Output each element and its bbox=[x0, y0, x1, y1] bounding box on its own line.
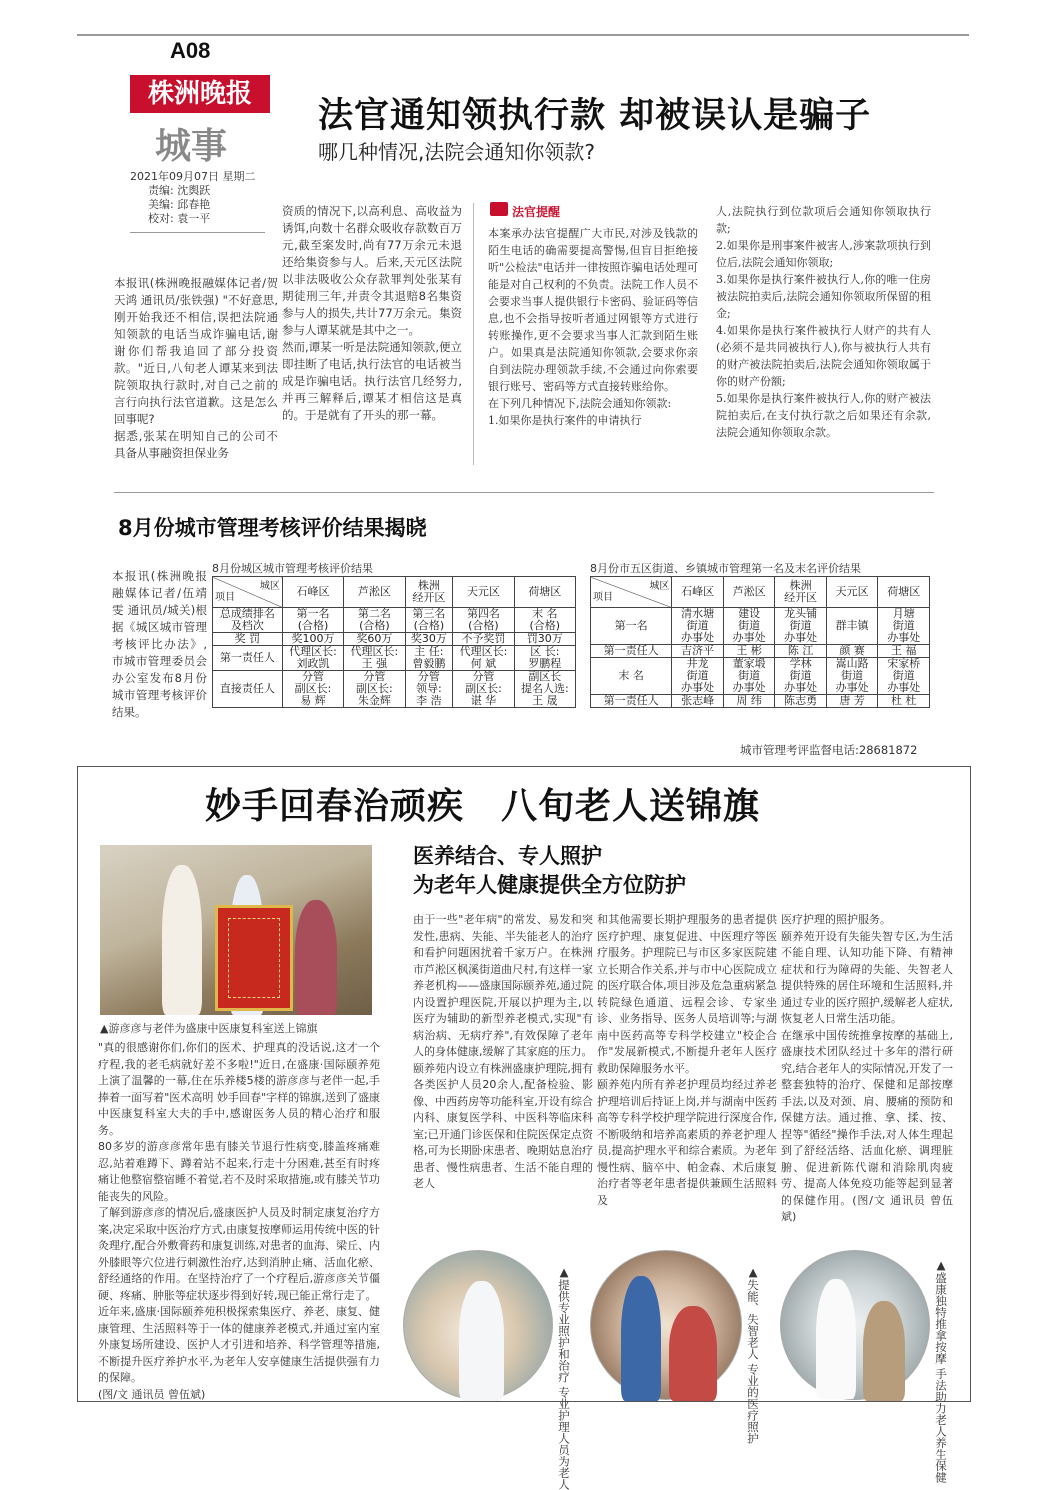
table1-header-cell: 株洲 经开区 bbox=[405, 577, 453, 608]
tip-label: 法官提醒 bbox=[512, 205, 561, 219]
table2-cell: 宋家桥 街道 办事处 bbox=[878, 658, 930, 695]
proofreader-line: 校对: 袁一平 bbox=[148, 212, 211, 225]
table2-header-cell: 石峰区 bbox=[672, 577, 724, 608]
table2-cell: 陈 江 bbox=[775, 645, 827, 658]
table1 bbox=[212, 576, 576, 708]
story2-headline: 8月份城市管理考核评价结果揭晓 bbox=[118, 516, 427, 540]
table1-cell: 罚30万 bbox=[514, 633, 575, 646]
table-row bbox=[591, 608, 930, 645]
table1-cell: 不予奖罚 bbox=[453, 633, 514, 646]
table1-header-cell: 石峰区 bbox=[282, 577, 343, 608]
table2 bbox=[590, 576, 930, 708]
caregiver-figure bbox=[621, 1276, 661, 1401]
designer-line: 美编: 邱春艳 bbox=[148, 198, 211, 211]
table1-corner-cell bbox=[213, 577, 283, 608]
table2-cell: 吉济平 bbox=[672, 645, 724, 658]
table2-header-cell: 株洲 经开区 bbox=[775, 577, 827, 608]
tip-column-2-text: 人,法院执行到位款项后会通知你领取执行款; 2.如果你是刑事案件被害人,涉案款项执行到位后,法院会通知你领取; 3.如果你是执行案件被执行人,你的唯一住房被法院拍卖后,法院会通知你领取所保留的租金; 4.如果你是执行案件被执行人财产的共有人(必须不是共同被执行人),你与被执行人共有的财产被法院拍卖后,法院会通知你领取属于你的财产份额; 5.如果你是执行案件被执行人,你的财产被法院拍卖后,在支付执行款之后如果还有余款,法院会通知你领取余款。 bbox=[716, 205, 931, 439]
table1-cell: 副区长 提名人选: 王 晟 bbox=[514, 671, 575, 708]
table2-corner-bottom: 项目 bbox=[593, 592, 613, 603]
story3-column-c-text: 医疗护理的照护服务。 颐养苑开设有失能失智专区,为生活不能自理、认知功能下降、有精神症状和行为障碍的失能、失智老人提供特殊的居住环境和生活照料,并通过专业的医疗照护,缓解老人症状,恢复老人日常生活功能。 在继承中国传统推拿按摩的基础上,盛康技术团队经过十多年的潜行研究,结合老年人的实际情况,开发了一整套独特的治疗、保健和足部按摩手法,以及对颈、肩、腰痛的预防和保健方法。通过推、拿、揉、按、捏等"循经"操作手法,对人体生理起到了舒经活络、活血化瘀、调理脏腑、促进新陈代谢和消除肌肉疲劳、提高人体免疫功能等起到显著的保健作用。(图/文 通讯员 曾伍斌) bbox=[781, 913, 953, 1223]
table2-cell: 井龙 街道 办事处 bbox=[672, 658, 724, 695]
tip-column-1 bbox=[488, 225, 698, 470]
table1-cell: 奖60万 bbox=[344, 633, 405, 646]
table2-header-cell: 芦淞区 bbox=[723, 577, 775, 608]
story2-body-text: 本报讯(株洲晚报融媒体记者/伍靖雯 通讯员/城关)根据《城区城市管理考核评比办法》,市城市管理委员会办公室发布8月份城市管理考核评价结果。 bbox=[112, 569, 207, 719]
table2-header-cell: 荷塘区 bbox=[878, 577, 930, 608]
banner-presentation-photo bbox=[100, 845, 372, 1015]
story1-headline: 法官通知领执行款 却被误认是骗子 bbox=[318, 96, 872, 136]
therapist-figure bbox=[816, 1279, 856, 1399]
photo-caption: ▲游彦彦与老伴为盛康中医康复科室送上锦旗 bbox=[100, 1022, 318, 1035]
page-meta bbox=[130, 170, 256, 226]
table2-row-label: 末 名 bbox=[591, 658, 672, 695]
story1-column-1-text: 本报讯(株洲晚报融媒体记者/贺天鸿 通讯员/张铁强) "不好意思,刚开始我还不相信,误把法院通知领款的电话当成诈骗电话,谢谢你们帮我追回了部分投资款。"近日,八旬老人谭某来到法院领取执行款时,对自己之前的言行向执行法官道歉。这是怎么回事呢? 据悉,张某在明知自己的公司不具备从事融资担保业务 bbox=[114, 276, 278, 460]
table1-header-row bbox=[213, 577, 576, 608]
table1-cell: 第四名 (合格) bbox=[453, 608, 514, 633]
tip-column-1-text: 本案承办法官提醒广大市民,对涉及钱款的陌生电话的确需要提高警惕,但盲目拒绝接听"公检法"电话并一律按照诈骗电话处理可能是对自己权利的不负责。法院工作人员不会要求当事人提供银行卡密码、验证码等信息,也不会指导按听者通过网银等方式进行转账操作,更不会要求当事人汇款到陌生账户。如果真是法院通知你领款,会要求你亲自到法院办理领款手续,不会通过向你索要银行账号、密码等方式直接转账给你。 在下列几种情况下,法院会通知你领款: 1.如果你是执行案件的申请执行 bbox=[488, 227, 698, 427]
table1-cell: 第一名 (合格) bbox=[282, 608, 343, 633]
table1-cell: 分管 副区长: 易 辉 bbox=[282, 671, 343, 708]
table1-corner-bottom: 项目 bbox=[215, 592, 235, 603]
story3-subheadline-line1: 医养结合、专人照护 bbox=[413, 844, 602, 868]
story1-column-2-text: 资质的情况下,以高利息、高收益为诱饵,向数十名群众吸收存款数百万元,截至案发时,尚有77万余元未退还给集资参与人。后来,天元区法院以非法吸收公众存款罪判处张某有期徒刑三年,并责令其退赔8名集资参与人的损失,共计77万余元。集资参与人谭某就是其中之一。 然而,谭某一听是法院通知领款,便立即挂断了电话,执行法官的电话被当成是诈骗电话。执行法官几经努力,并再三解释后,谭某才相信这是真的。于是就有了开头的那一幕。 bbox=[282, 204, 462, 422]
table2-corner-top: 城区 bbox=[649, 581, 670, 592]
table2-cell: 月塘 街道 办事处 bbox=[878, 608, 930, 645]
date-line: 2021年09月07日 星期二 bbox=[130, 170, 256, 183]
table1-cell: 区 长: 罗鹏程 bbox=[514, 646, 575, 671]
tip-column-2 bbox=[716, 203, 931, 468]
table1-header-cell: 芦淞区 bbox=[344, 577, 405, 608]
table2-cell: 群丰镇 bbox=[826, 608, 878, 645]
table2-cell: 学林 街道 办事处 bbox=[775, 658, 827, 695]
table-row bbox=[591, 645, 930, 658]
editor-line: 责编: 沈舆跃 bbox=[148, 184, 211, 197]
table2-cell: 龙头铺 街道 办事处 bbox=[775, 608, 827, 645]
top-rule bbox=[77, 34, 969, 36]
story1-column-1 bbox=[114, 275, 278, 475]
section-title: 城事 bbox=[155, 125, 228, 167]
story3-column-a-text: 由于一些"老年病"的常发、易发和突发性,患病、失能、半失能老人的治疗和看护问题困扰着千家万户。在株洲市芦淞区枫溪街道曲尺村,有这样一家养老机构——盛康国际颐养苑,通过院内设置护理医院,开展以护理为主,以医疗为辅助的新型养老模式,实现"有病治病、无病疗养",有效保障了老年人的身体健康,缓解了其家庭的压力。 颐养苑内设立有株洲盛康护理院,拥有各类医护人员20余人,配备检验、影像、中西药房等功能科室,开设有综合内科、康复医学科、中医科等临床科室;已开通门诊医保和住院医保定点资格,可为长期卧床患者、晚期姑息治疗患者、慢性病患者、生活不能自理的老人 bbox=[413, 913, 593, 1190]
story3-headline: 妙手回春治顽疾 八旬老人送锦旗 bbox=[205, 786, 761, 827]
elderly-resident-figure bbox=[669, 1306, 717, 1401]
table2-cell: 唐 芳 bbox=[826, 695, 878, 708]
table2-header-cell: 天元区 bbox=[826, 577, 878, 608]
table-row bbox=[591, 658, 930, 695]
table2-cell: 杜 杜 bbox=[878, 695, 930, 708]
table2-cell: 颜 赛 bbox=[826, 645, 878, 658]
story-divider bbox=[114, 492, 934, 493]
circle-caption-1: ▲提供专业照护和治疗 专业护理人员为老人 bbox=[557, 1265, 571, 1490]
table2-caption: 8月份市五区街道、乡镇城市管理第一名及末名评价结果 bbox=[590, 562, 861, 575]
table1-row-label: 奖 罚 bbox=[213, 633, 283, 646]
pen-icon bbox=[490, 202, 508, 216]
meta-rule bbox=[130, 232, 265, 233]
table1-cell: 第二名 (合格) bbox=[344, 608, 405, 633]
table1-cell: 主 任: 曾毅鹏 bbox=[405, 646, 453, 671]
story3-column-c bbox=[781, 912, 953, 1223]
story3-left-column bbox=[98, 1040, 380, 1401]
table2-cell: 董家塅 街道 办事处 bbox=[723, 658, 775, 695]
elderly-man-figure bbox=[162, 865, 202, 1015]
table2-row-label: 第一责任人 bbox=[591, 645, 672, 658]
circle-caption-3: ▲盛康独特推拿按摩 手法助力老人养生保健 bbox=[934, 1258, 948, 1483]
table2-cell: 张志峰 bbox=[672, 695, 724, 708]
story1-subheadline: 哪几种情况,法院会通知你领款? bbox=[318, 140, 595, 164]
table-row bbox=[213, 646, 576, 671]
table1-cell: 末 名 (合格) bbox=[514, 608, 575, 633]
table1-cell: 分管 副区长: 朱金辉 bbox=[344, 671, 405, 708]
table1-cell: 第三名 (合格) bbox=[405, 608, 453, 633]
table2-cell: 周 纬 bbox=[723, 695, 775, 708]
nurse-figure bbox=[459, 1281, 504, 1401]
story3-column-a bbox=[413, 912, 593, 1242]
table1-caption: 8月份城区城市管理考核评价结果 bbox=[212, 562, 373, 575]
table2-cell: 王 彬 bbox=[723, 645, 775, 658]
story3-column-b bbox=[597, 912, 777, 1242]
table2-cell: 建设 街道 办事处 bbox=[723, 608, 775, 645]
page-number: A08 bbox=[170, 38, 211, 63]
table2-row-label: 第一名 bbox=[591, 608, 672, 645]
table1-header-cell: 天元区 bbox=[453, 577, 514, 608]
elderly-care-photo bbox=[590, 1250, 742, 1400]
table1-cell: 分管 副区长: 谌 华 bbox=[453, 671, 514, 708]
table1-cell: 奖100万 bbox=[282, 633, 343, 646]
table1-cell: 代理区长: 刘政凯 bbox=[282, 646, 343, 671]
table2-row-label: 第一责任人 bbox=[591, 695, 672, 708]
table1-row-label: 第一责任人 bbox=[213, 646, 283, 671]
table1-row-label: 总成绩排名 及档次 bbox=[213, 608, 283, 633]
massage-therapy-photo bbox=[780, 1250, 930, 1400]
column-divider bbox=[473, 203, 474, 465]
table1-cell: 分管 领导: 李 浩 bbox=[405, 671, 453, 708]
table2-cell: 陈志勇 bbox=[775, 695, 827, 708]
silk-banner bbox=[215, 905, 293, 1011]
story3-left-column-text: "真的很感谢你们,你们的医术、护理真的没话说,这才一个疗程,我的老毛病就好差不多啦!"近日,在盛康·国际颐养苑上演了温馨的一幕,住在乐养楼5楼的游彦彦与老伴一起,手捧着一面写着"医术高明 妙手回春"字样的锦旗,送到了盛康中医康复科室大夫的手中,感谢医务人员的精心治疗和服务。 80多岁的游彦彦常年患有膝关节退行性病变,膝盖疼痛难忍,站着难蹲下、蹲着站不起来,行走十分困难,甚至有时疼痛让他整宿整宿睡不着觉,若不及时采取措施,或有膝关节功能丧失的风险。 了解到游彦彦的情况后,盛康医护人员及时制定康复治疗方案,决定采取中医治疗方式,由康复按摩师运用传统中医的针灸理疗,配合外敷膏药和康复训练,对患者的血海、梁丘、内外膝眼等穴位进行刺激性治疗,达到消肿止痛、活血化瘀、舒经通络的作用。在坚持治疗了一个疗程后,游彦彦关节僵硬、疼痛、肿胀等症状逐步得到好转,现已能正常行走了。 近年来,盛康·国际颐养苑积极探索集医疗、养老、康复、健康管理、生活照料等于一体的健康养老模式,并通过室内室外康复场所建设、医护人才引进和培养、科学管理等措施,不断提升医疗养护水平,为老年人安享健康生活提供强有力的保障。 (图/文 通讯员 曾伍斌) bbox=[98, 1041, 380, 1401]
story1-column-2 bbox=[282, 203, 462, 473]
table-row bbox=[213, 608, 576, 633]
story3-subheadline bbox=[413, 842, 686, 900]
table2-cell: 清水塘 街道 办事处 bbox=[672, 608, 724, 645]
story3-column-b-text: 和其他需要长期护理服务的患者提供医疗护理、康复促进、中医理疗等医疗服务。护理院已与市区多家医院建立长期合作关系,并与市中心医院成立的医疗联合体,项目涉及危急重病紧急转院绿色通道、远程会诊、专家坐诊、业务指导、医务人员培训等;与湖南中医药高等专科学校建立"校企合作"发展新模式,不断提升老年人医疗救助保障服务水平。 颐养苑内所有养老护理员均经过养老护理培训后持证上岗,并与湖南中医药高等专科学校护理学院进行深度合作,不断吸纳和培养高素质的养老护理人员,提高护理水平和综合素质。为老年慢性病、脑卒中、帕金森、术后康复治疗者等老年患者提供兼顾生活照料及 bbox=[597, 913, 777, 1207]
table2-header-row bbox=[591, 577, 930, 608]
story2-body bbox=[112, 568, 207, 743]
story3-subheadline-line2: 为老年人健康提供全方位防护 bbox=[413, 873, 686, 897]
table-row bbox=[213, 633, 576, 646]
table1-cell: 代理区长: 王 强 bbox=[344, 646, 405, 671]
table-row bbox=[591, 695, 930, 708]
table2-cell: 王 福 bbox=[878, 645, 930, 658]
nurse-care-photo bbox=[403, 1250, 553, 1400]
patient-figure bbox=[863, 1301, 905, 1401]
circle-caption-2: ▲失能、失智老人 专业的医疗照护 bbox=[746, 1265, 760, 1444]
elderly-woman-figure bbox=[295, 900, 337, 1015]
table1-cell: 奖30万 bbox=[405, 633, 453, 646]
table1-corner-top: 城区 bbox=[259, 581, 280, 592]
paper-logo: 株洲晚报 bbox=[130, 75, 270, 113]
hotline: 城市管理考评监督电话:28681872 bbox=[740, 743, 918, 757]
table1-row-label: 直接责任人 bbox=[213, 671, 283, 708]
table2-corner-cell bbox=[591, 577, 672, 608]
table-row bbox=[213, 671, 576, 708]
table1-cell: 代理区长: 何 斌 bbox=[453, 646, 514, 671]
table2-cell: 嵩山路 街道 办事处 bbox=[826, 658, 878, 695]
table1-header-cell: 荷塘区 bbox=[514, 577, 575, 608]
